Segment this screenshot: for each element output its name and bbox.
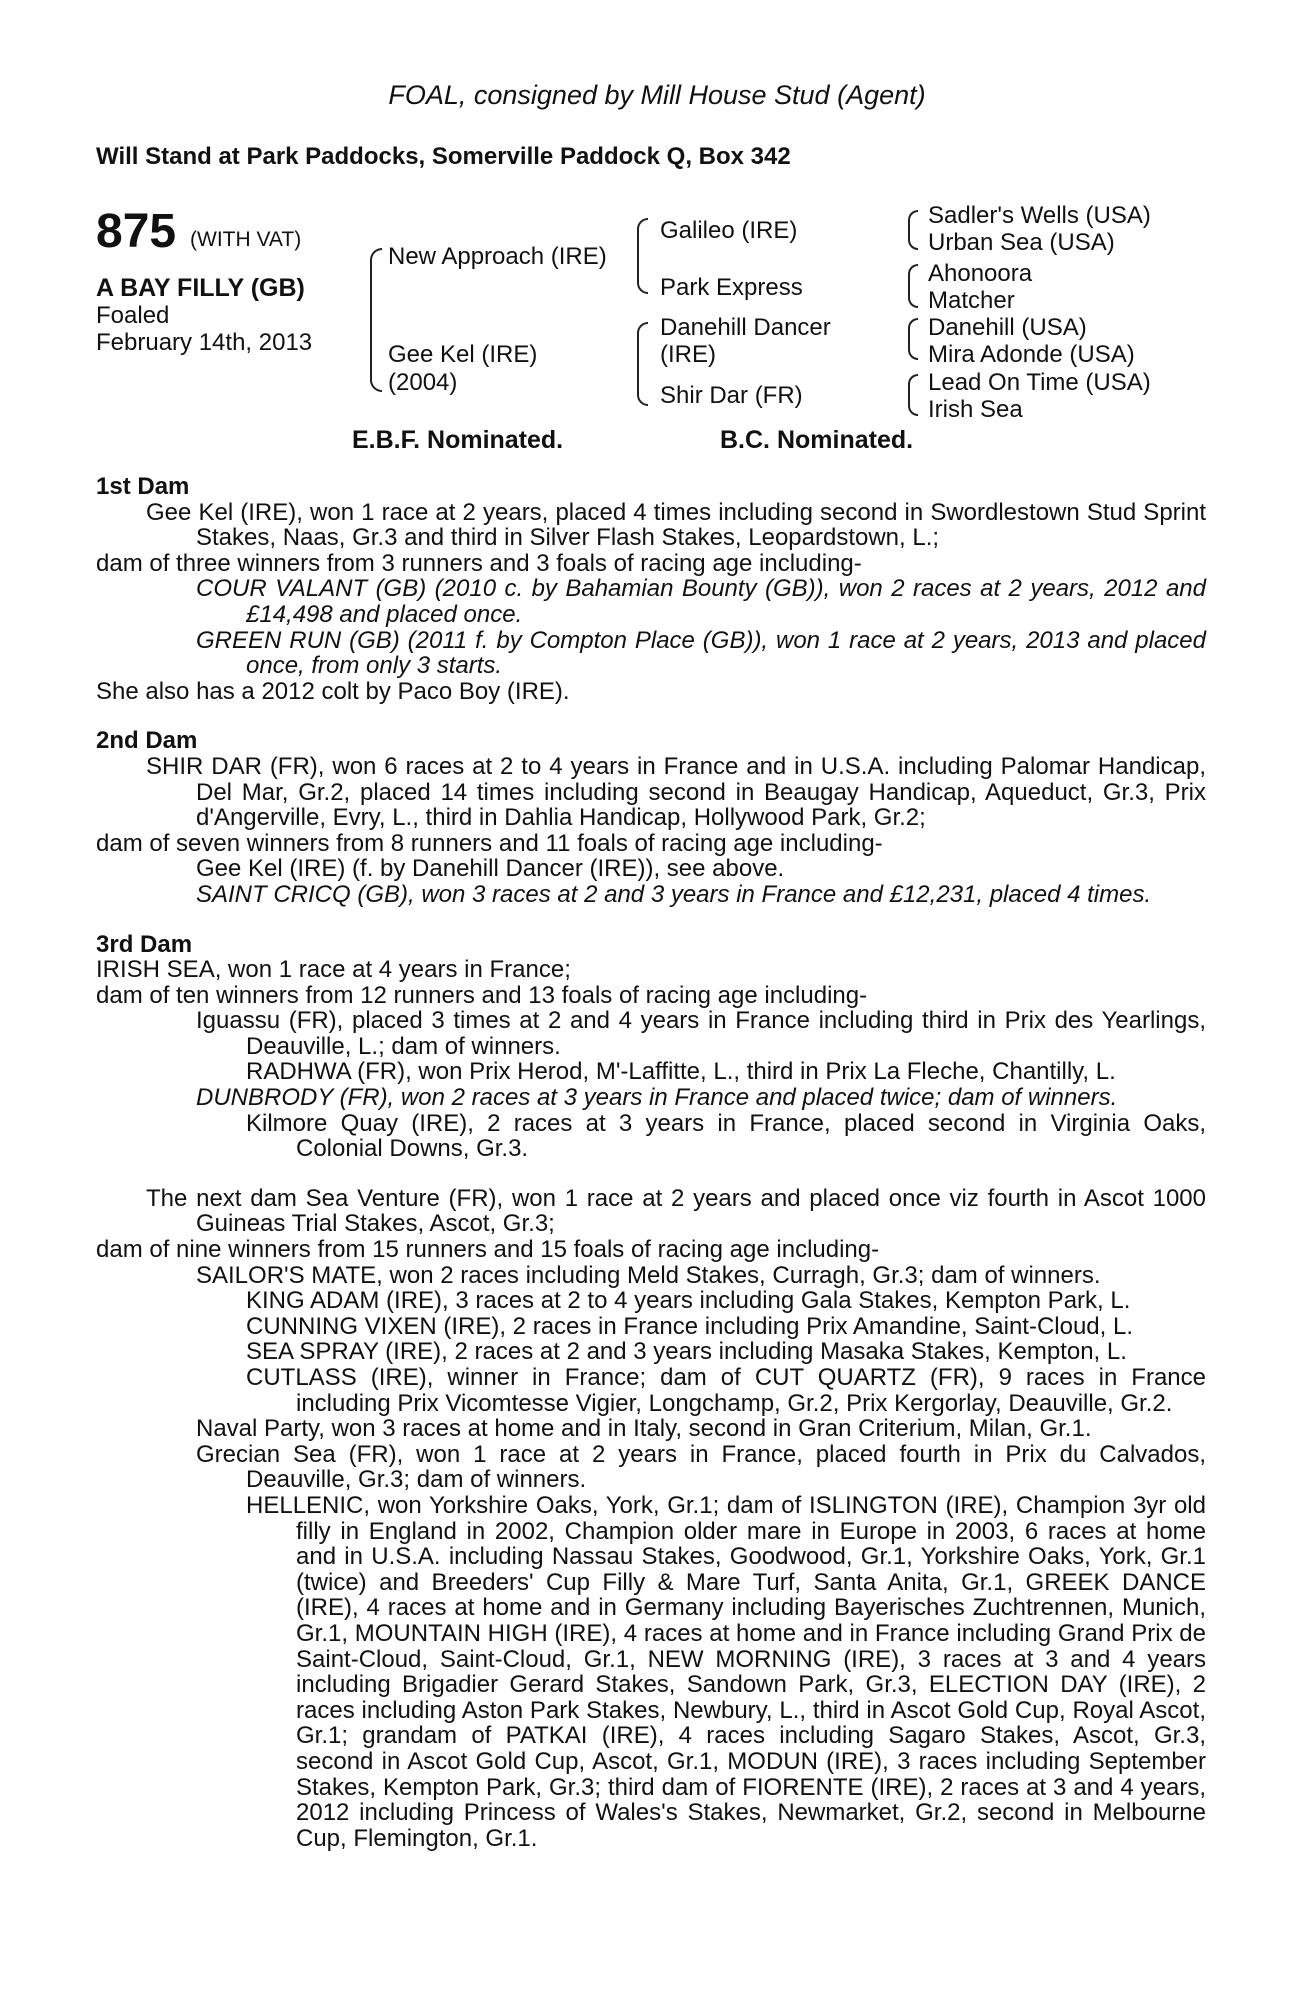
pedigree-brace-main [370,248,382,392]
second-dam-line-3: Gee Kel (IRE) (f. by Danehill Dancer (IRE)), see above. [196,855,785,883]
pedigree-g1: Sadler's Wells (USA) [928,202,1151,229]
next-dam-line-10: HELLENIC, won Yorkshire Oaks, York, Gr.1; dam of ISLINGTON (IRE), Champion 3yr old filly in England in 2002, Champion older mare in Europe in 2003, 6 races at home and in U.S.A. including Nassau Stakes, Goodwood, Gr.1, Yorkshire Oaks, York, Gr.1 (twice) and Breeders' Cup Filly & Mare Turf, Santa Anita, Gr.1, GREEK DANCE (IRE), 4 races at home and in Germany including Bayerisches Zuchtrennen, Munich, Gr.1, MOUNTAIN HIGH (IRE), 4 races at home and in France including Grand Prix de Saint-Cloud, Saint-Cloud, Gr.1, NEW MORNING (IRE), 3 races at 3 and 4 years including Brigadier Gerard Stakes, Sandown Park, Gr.3, ELECTION DAY (IRE), 2 races including Aston Park Stakes, Newbury, L., third in Ascot Gold Cup, Royal Ascot, Gr.1; grandam of PATKAI (IRE), 4 races including Sagaro Stakes, Ascot, Gr.3, second in Ascot Gold Cup, Ascot, Gr.1, MODUN (IRE), 3 races including September Stakes, Kempton Park, Gr.3; third dam of FIORENTE (IRE), 2 races at 3 and 4 years, 2012 including Princess of Wales's Stakes, Newmarket, Gr.2, second in Melbourne Cup, Flemington, Gr.1. [246,1491,1206,1852]
pedigree-g3: Ahonoora [928,260,1033,287]
second-dam-line-1: SHIR DAR (FR), won 6 races at 2 to 4 years in France and in U.S.A. including Palomar Handicap, Del Mar, Gr.2, placed 14 times including second in Beaugay Handicap, Aqueduct, Gr.3, Prix d'Angerville, Evry, L., third in Dahlia Handicap, Hollywood Park, Gr.2; [146,752,1206,832]
next-dam-line-5: CUNNING VIXEN (IRE), 2 races in France including Prix Amandine, Saint-Cloud, L. [246,1312,1134,1340]
first-dam-line-2: dam of three winners from 3 runners and 3 foals of racing age including- [96,549,862,577]
second-dam-line-2: dam of seven winners from 8 runners and 11 foals of racing age including- [96,829,883,857]
next-dam-line-6: SEA SPRAY (IRE), 2 races at 2 and 3 years including Masaka Stakes, Kempton, L. [246,1338,1127,1366]
third-dam-line-5: DUNBRODY (FR), won 2 races at 3 years in France and placed twice; dam of winners. [196,1084,1118,1112]
first-dam-line-1: Gee Kel (IRE), won 1 race at 2 years, placed 4 times including second in Swordlestown Stud Sprint Stakes, Naas, Gr.3 and third in Silver Flash Stakes, Leopardstown, L.; [146,498,1206,552]
pedigree-dam-year: (2004) [388,369,458,396]
next-dam-line-3: SAILOR'S MATE, won 2 races including Meld Stakes, Curragh, Gr.3; dam of winners. [196,1261,1101,1289]
first-dam-line-5: She also has a 2012 colt by Paco Boy (IRE). [96,677,570,705]
lot-number: 875 [96,205,177,258]
pedigree-g4: Matcher [928,287,1015,314]
pedigree-dam-sire: Danehill Dancer [660,314,831,341]
pedigree-g6: Mira Adonde (USA) [928,341,1135,368]
next-dam-line-2: dam of nine winners from 15 runners and 15 foals of racing age including- [96,1236,880,1264]
next-dam-line-1: The next dam Sea Venture (FR), won 1 race at 2 years and placed once viz fourth in Ascot 1000 Guineas Trial Stakes, Ascot, Gr.3; [146,1184,1206,1238]
pedigree-g8: Irish Sea [928,396,1023,423]
pedigree-dam-dam: Shir Dar (FR) [660,382,803,409]
third-dam-line-1: IRISH SEA, won 1 race at 4 years in France; [96,956,571,984]
pedigree-sire-sire: Galileo (IRE) [660,217,798,244]
third-dam-line-3: Iguassu (FR), placed 3 times at 2 and 4 years in France including third in Prix des Yearlings, Deauville, L.; dam of winners. [196,1007,1206,1060]
first-dam-line-4: GREEN RUN (GB) (2011 f. by Compton Place (GB)), won 1 race at 2 years, 2013 and placed once, from only 3 starts. [196,626,1206,680]
vat-note: (WITH VAT) [190,228,302,251]
pedigree-brace-sire [637,218,648,294]
first-dam-heading: 1st Dam [96,473,190,500]
third-dam-heading: 3rd Dam [96,930,193,958]
next-dam-line-4: KING ADAM (IRE), 3 races at 2 to 4 years including Gala Stakes, Kempton Park, L. [246,1287,1131,1315]
pedigree-g7: Lead On Time (USA) [928,369,1151,396]
catalogue-body [96,474,1206,1851]
pedigree-dam: Gee Kel (IRE) [388,341,538,368]
second-dam-heading: 2nd Dam [96,727,198,755]
pedigree-sire: New Approach (IRE) [388,243,607,270]
ebf-nomination: E.B.F. Nominated. [352,426,564,454]
third-dam-line-6: Kilmore Quay (IRE), 2 races at 3 years in France, placed second in Virginia Oaks, Colonial Downs, Gr.3. [246,1109,1206,1163]
second-dam-line-4: SAINT CRICQ (GB), won 3 races at 2 and 3 years in France and £12,231, placed 4 times. [196,880,1152,908]
third-dam-line-4: RADHWA (FR), won Prix Herod, M'-Laffitte, L., third in Prix La Fleche, Chantilly, L. [246,1058,1116,1086]
pedigree-brace-g3 [908,318,918,360]
horse-name: A BAY FILLY (GB) [96,274,305,302]
pedigree-brace-g1 [908,210,918,250]
bc-nomination: B.C. Nominated. [720,426,914,454]
next-dam-line-9: Grecian Sea (FR), won 1 race at 2 years in France, placed fourth in Prix du Calvados, Deauville, Gr.3; dam of winners. [196,1440,1206,1494]
stand-location: Will Stand at Park Paddocks, Somerville Paddock Q, Box 342 [96,143,791,170]
next-dam-line-7: CUTLASS (IRE), winner in France; dam of CUT QUARTZ (FR), 9 races in France including Prix Vicomtesse Vigier, Longchamp, Gr.2, Prix Kergorlay, Deauville, Gr.2. [246,1364,1206,1417]
pedigree-brace-g2 [908,264,918,308]
pedigree-dam-sire-2: (IRE) [660,341,716,368]
foaled-label: Foaled [96,302,170,329]
consignment-line: FOAL, consigned by Mill House Stud (Agent) [388,80,926,110]
next-dam-line-8: Naval Party, won 3 races at home and in Italy, second in Gran Criterium, Milan, Gr.1. [196,1415,1092,1443]
third-dam-line-2: dam of ten winners from 12 runners and 13 foals of racing age including- [96,981,868,1009]
first-dam-line-3: COUR VALANT (GB) (2010 c. by Bahamian Bounty (GB)), won 2 races at 2 years, 2012 and £14,498 and placed once. [196,575,1206,628]
foaled-date: February 14th, 2013 [96,329,313,356]
pedigree-brace-g4 [908,374,918,416]
pedigree-brace-dam [637,322,648,406]
pedigree-sire-dam: Park Express [660,274,803,301]
pedigree-g2: Urban Sea (USA) [928,229,1115,256]
pedigree-g5: Danehill (USA) [928,314,1087,341]
